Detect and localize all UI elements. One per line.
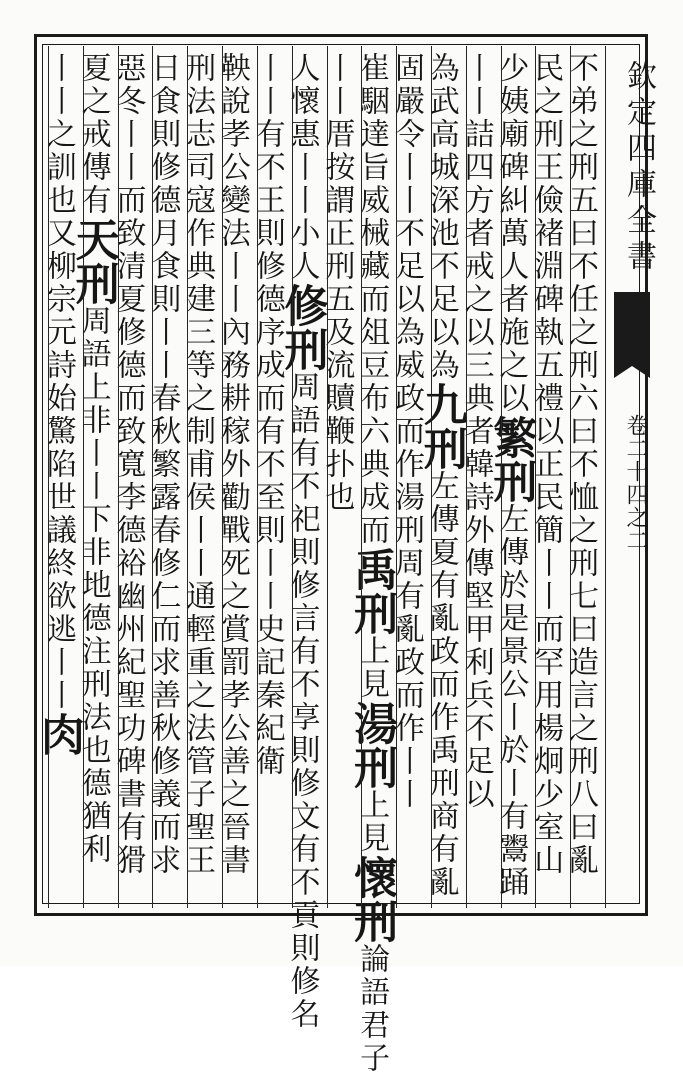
- column-rule: [535, 46, 536, 908]
- column-rule: [466, 46, 467, 908]
- entry-heading: 修刑: [276, 283, 328, 371]
- text-segment: 刑法志司寇作典建三等之制甫侯丨丨通輕重之法管子聖王: [180, 52, 216, 877]
- text-column: [528, 52, 568, 902]
- entry-heading: 天刑: [67, 217, 119, 305]
- column-rule: [48, 46, 49, 908]
- text-column: [214, 52, 255, 902]
- column-rule: [605, 46, 606, 908]
- column-rule: [187, 46, 188, 908]
- entry-heading: 禹刑: [346, 547, 398, 635]
- text-segment: 上見: [354, 635, 390, 701]
- text-column: [415, 52, 467, 902]
- column-rule: [570, 46, 571, 908]
- text-segment: 論語君子: [354, 943, 390, 1075]
- entry-heading: 九刑: [415, 382, 467, 470]
- text-segment: 周語上非丨丨下非地德注刑法也德猶利: [75, 305, 111, 866]
- text-column: [485, 52, 537, 902]
- text-segment: 日食則修德月食則丨丨春秋繁露春修仁而求善秋修義而求: [145, 52, 181, 877]
- text-segment: 丨丨詰四方者戒之以三典: [458, 52, 494, 415]
- column-rule: [152, 46, 153, 908]
- text-segment: 丨丨厝按謂正刑五及流贖鞭扑也: [319, 52, 355, 514]
- text-column: [388, 52, 429, 902]
- text-segment: 有不王則修德序成而有不至則丨丨史記秦紀衛: [249, 118, 285, 778]
- text-segment: 周語有不祀則修言有不享則修文有不貢則修名: [284, 371, 320, 1031]
- column-rule: [292, 46, 293, 908]
- entry-heading: 繁刑: [485, 415, 537, 503]
- text-column: [145, 52, 185, 902]
- text-column: [249, 52, 290, 902]
- book-title: 欽定四庫全書: [621, 60, 656, 276]
- fish-tail-mark: [614, 292, 650, 366]
- text-segment: 崔駰達旨威械藏而俎豆布六典成而: [354, 52, 390, 547]
- column-rule: [257, 46, 258, 908]
- text-column: [110, 52, 151, 902]
- column-rule: [83, 46, 84, 908]
- text-segment: 為武高城深池不足以為: [423, 52, 459, 382]
- text-column: [346, 52, 398, 1075]
- text-column: [276, 52, 328, 1031]
- column-rule: [118, 46, 119, 908]
- text-segment: 少姨廟碑糾萬人者施之以: [493, 52, 529, 415]
- text-column: [67, 52, 119, 902]
- column-rule: [431, 46, 432, 908]
- text-segment: 惡冬丨丨而致清夏修德而致寬李德裕幽州紀聖功碑書有猾: [110, 52, 146, 877]
- text-segment: 夏之戒傳有: [75, 52, 111, 217]
- margin-column: [612, 50, 656, 900]
- text-column: [32, 52, 84, 902]
- entry-heading: 肉: [32, 712, 84, 756]
- text-segment: 鞅說孝公變法丨丨內務耕稼外勸戰死之賞罰孝公善之晉書: [214, 52, 250, 877]
- text-segment: 民之刑王儉褚淵碑執五禮以正民簡丨丨而罕用楊炯少室山: [528, 52, 564, 877]
- text-segment: 也又柳宗元詩始驚陷世議終欲逃丨丨: [40, 184, 76, 712]
- text-segment: 丨丨之訓: [40, 52, 76, 184]
- entry-heading: 懷刑: [346, 855, 398, 943]
- text-column: [319, 52, 360, 902]
- column-rule: [222, 46, 223, 908]
- juan-label: 卷二十四之二: [623, 414, 648, 552]
- text-segment: 固嚴令丨丨不足以為威: [388, 52, 424, 382]
- column-rule: [501, 46, 502, 908]
- text-segment: 左傳於是景公丨於丨有鬻踊: [493, 503, 529, 899]
- text-segment: 不弟之刑五曰不任之刑六曰不恤之刑七曰造言之刑八曰亂: [563, 52, 598, 877]
- text-segment: 左傳夏有亂政而作禹刑商有亂: [423, 470, 459, 899]
- text-segment: 丨丨: [249, 52, 285, 118]
- column-rule: [361, 46, 362, 908]
- text-column: [563, 52, 603, 902]
- text-segment: 政而作湯刑周有亂政而作丨丨: [388, 382, 424, 811]
- text-segment: 上見: [354, 789, 390, 855]
- column-rule: [327, 46, 328, 908]
- text-column: [180, 52, 220, 902]
- column-rule: [396, 46, 397, 908]
- text-segment: 者韓詩外傳堅甲利兵不足以: [458, 415, 494, 811]
- entry-heading: 湯刑: [346, 701, 398, 789]
- text-column: [458, 52, 499, 902]
- text-segment: 人懷惠丨丨小人: [284, 52, 320, 283]
